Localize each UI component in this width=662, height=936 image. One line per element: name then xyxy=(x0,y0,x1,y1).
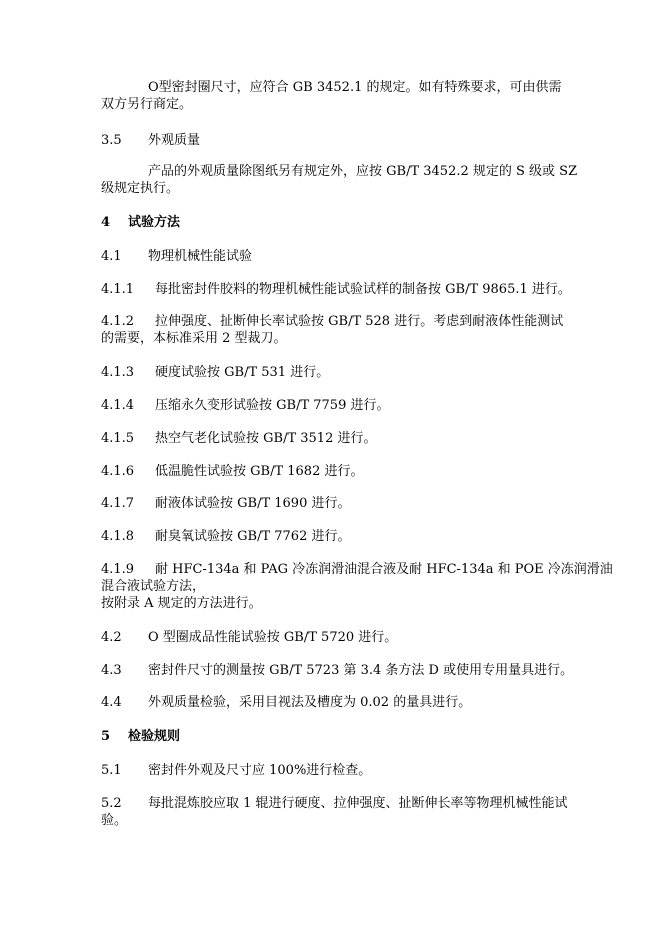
clause-number: 4.1.2 xyxy=(101,314,135,329)
section-number: 5.2 xyxy=(101,796,122,811)
clause-text: 耐臭氧试验按 GB/T 7762 进行。 xyxy=(155,529,351,544)
clause-number: 4.1.6 xyxy=(101,464,135,479)
section-number: 4.1 xyxy=(101,249,122,264)
section-title: 物理机械性能试验 xyxy=(148,249,253,264)
clause-text: 每批密封件胶料的物理机械性能试验试样的制备按 GB/T 9865.1 进行。 xyxy=(155,282,571,297)
section-title: 试验方法 xyxy=(128,215,181,230)
section-4-3 xyxy=(101,662,574,679)
clause-text: 拉伸强度、扯断伸长率试验按 GB/T 528 进行。考虑到耐液体性能测试 xyxy=(155,314,564,329)
clause-4-1-3 xyxy=(101,364,571,381)
section-4-4 xyxy=(101,694,571,711)
clause-number: 4.1.9 xyxy=(101,562,135,577)
section-text: 密封件尺寸的测量按 GB/T 5723 第 3.4 条方法 D 或使用专用量具进行。 xyxy=(148,663,574,678)
paragraph-line: 的需要，本标准采用 2 型裁刀。 xyxy=(101,331,287,346)
clause-number: 4.1.5 xyxy=(101,431,135,446)
section-4-heading xyxy=(101,214,571,231)
section-text: O 型圈成品性能试验按 GB/T 5720 进行。 xyxy=(148,630,398,645)
paragraph-line: 按附录 A 规定的方法进行。 xyxy=(101,596,262,611)
section-number: 5 xyxy=(101,729,111,744)
section-number: 5.1 xyxy=(101,763,122,778)
section-5-1 xyxy=(101,762,571,779)
section-number: 4.2 xyxy=(101,630,122,645)
section-title: 检验规则 xyxy=(128,729,181,744)
section-number: 4 xyxy=(101,215,111,230)
clause-text: 耐液体试验按 GB/T 1690 进行。 xyxy=(155,496,351,511)
paragraph-line: 产品的外观质量除图纸另有规定外，应按 GB/T 3452.2 规定的 S 级或 SZ xyxy=(148,164,578,179)
section-number: 3.5 xyxy=(101,133,122,148)
section-number: 4.4 xyxy=(101,695,122,710)
clause-4-1-1 xyxy=(101,281,571,298)
clause-4-1-7 xyxy=(101,495,571,512)
section-text: 外观质量检验，采用目视法及槽度为 0.02 的量具进行。 xyxy=(148,695,472,710)
clause-text: 热空气老化试验按 GB/T 3512 进行。 xyxy=(155,431,377,446)
section-4-1 xyxy=(101,248,571,265)
paragraph-line: 双方另行商定。 xyxy=(101,97,193,112)
clause-4-1-9 xyxy=(101,561,613,578)
section-5-heading xyxy=(101,728,571,745)
section-4-2 xyxy=(101,629,571,646)
clause-4-1-6 xyxy=(101,463,571,480)
clause-text: 耐 HFC-134a 和 PAG 冷冻润滑油混合液及耐 HFC-134a 和 POE 冷冻润滑油 xyxy=(155,562,613,577)
paragraph-line: 验。 xyxy=(101,813,128,828)
section-3-5 xyxy=(101,132,571,149)
section-5-2 xyxy=(101,795,571,812)
section-text: 密封件外观及尺寸应 100%进行检查。 xyxy=(148,763,372,778)
clause-text: 低温脆性试验按 GB/T 1682 进行。 xyxy=(155,464,364,479)
paragraph-line: O型密封圈尺寸，应符合 GB 3452.1 的规定。如有特殊要求，可由供需 xyxy=(148,80,562,95)
clause-4-1-4 xyxy=(101,397,571,414)
clause-text: 硬度试验按 GB/T 531 进行。 xyxy=(155,365,330,380)
paragraph-line: 级规定执行。 xyxy=(101,181,180,196)
clause-4-1-2 xyxy=(101,313,571,330)
section-text: 每批混炼胶应取 1 辊进行硬度、拉伸强度、扯断伸长率等物理机械性能试 xyxy=(148,796,568,811)
section-title: 外观质量 xyxy=(148,133,201,148)
clause-number: 4.1.4 xyxy=(101,398,135,413)
clause-4-1-8 xyxy=(101,528,571,545)
clause-number: 4.1.1 xyxy=(101,282,135,297)
clause-number: 4.1.8 xyxy=(101,529,135,544)
clause-number: 4.1.3 xyxy=(101,365,135,380)
section-number: 4.3 xyxy=(101,663,122,678)
clause-text: 压缩永久变形试验按 GB/T 7759 进行。 xyxy=(155,398,390,413)
clause-number: 4.1.7 xyxy=(101,496,135,511)
clause-4-1-5 xyxy=(101,430,571,447)
paragraph-line: 混合液试验方法， xyxy=(101,579,206,594)
